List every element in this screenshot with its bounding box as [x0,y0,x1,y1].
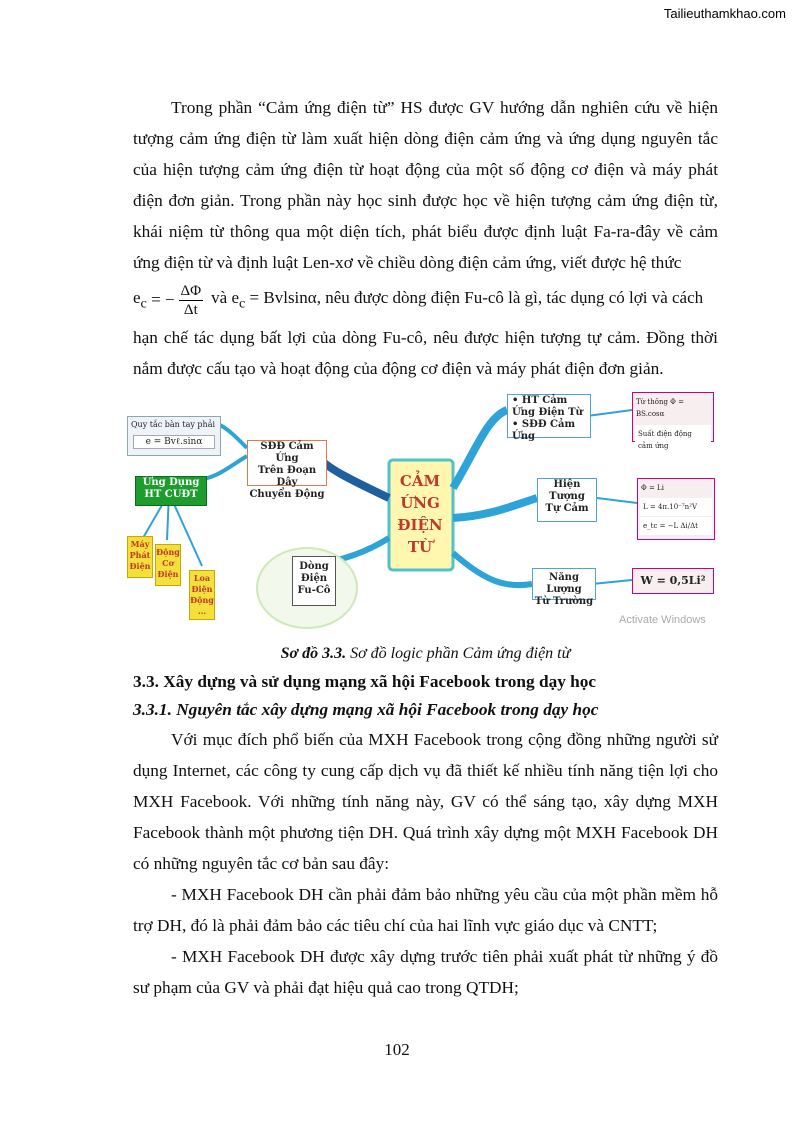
fuco-node: Dòng Điện Fu-Cô [292,556,336,606]
formula-eq: = − [151,290,175,309]
paragraph-intro-end: hạn chế tác dụng bất lợi của dòng Fu-cô, nêu được hiện tượng tự cảm. Đồng thời nắm được cấu tạo và hoạt động của động cơ điện và máy phát điện đơn giản. [133,328,718,378]
loa-node: Loa Điện Động ... [189,570,215,620]
page-number: 102 [384,1040,410,1059]
mindmap-diagram [127,388,727,638]
sdd-chuyen-dong-node: SĐĐ Cảm Ứng Trên Đoạn Dây Chuyển Động [247,440,327,486]
figure-caption: Sơ đồ 3.3. Sơ đồ logic phần Cảm ứng điện từ [280,645,571,662]
ung-dung-node: Ứng Dụng HT CUĐT [135,476,207,506]
energy-node: W = 0,5Li² [632,568,714,594]
tu-cam-node: Hiện Tượng Tự Cảm [537,478,597,522]
may-phat-node: Máy Phát Điện [127,536,153,578]
paragraph-facebook: Với mục đích phổ biến của MXH Facebook trong cộng đồng những người sử dụng Internet, các công ty cung cấp dịch vụ đã thiết kế nhiều tính năng tiện lợi cho MXH Facebook. Với những tính năng này, GV có thể sáng tạo, xây dựng MXH Facebook thành một phương tiện DH. Quá trình xây dựng một MXH Facebook DH có những nguyên tắc cơ bản sau đây: [133,730,718,873]
dong-co-node: Động Cơ Điện [155,544,181,586]
formula-numerator: ΔΦ [180,282,202,299]
tu-cam-formulas-node: Φ = Li L = 4π.10⁻⁷n²V e_tc = −L Δi/Δt [637,478,715,540]
branch-right [453,498,537,518]
bullet-1: - MXH Facebook DH cần phải đảm bảo những yêu cầu của một phần mềm hỗ trợ DH, đó là phải đảm bảo các tiêu chí của hai lĩnh vực giáo dục và CNTT; [133,885,718,935]
branch-top-right [453,410,507,488]
formula-lhs: $e_c$ [133,287,147,312]
page-content [129,92,718,1003]
paragraph-intro: Trong phần “Cảm ứng điện từ” HS được GV hướng dẫn nghiên cứu về hiện tượng cảm ứng điện từ làm xuất hiện dòng điện cảm ứng và ứng dụng nguyên tắc của hiện tượng cảm ứng điện từ hoạt động của một số động cơ điện và máy phát điện đơn giản. Trong phần này học sinh được học về hiện tượng cảm ứng điện từ, khái niệm từ thông qua một diện tích, phát biểu được định luật Fa-ra-đây về cảm ứng điện từ và định luật Len-xơ về chiều dòng điện cảm ứng, viết được hệ thức [133,98,718,272]
bullet-2: - MXH Facebook DH được xây dựng trước tiên phải xuất phát từ những ý đồ sư phạm của GV và phải đạt hiệu quả cao trong QTDH; [133,947,718,997]
formula-rest: và $e_c = Bvlsin\alpha$, nêu được dòng điện Fu-cô là gì, tác dụng có lợi và cách [211,287,704,312]
rule-node: Quy tắc bàn tay phải e = Bvℓ.sinα [127,416,221,456]
branch-bottom-right [453,553,532,585]
branch-left [317,456,389,498]
tu-thong-node: Từ thông Φ = BS.cosα Suất điện động cảm ứng [632,392,714,442]
watermark: Tailieuthamkhao.com [663,6,786,21]
ht-cam-ung-node: • HT Cảm Ứng Điện Từ • SĐĐ Cảm Ứng [507,394,591,438]
heading-3-3: 3.3. Xây dựng và sử dụng mạng xã hội Facebook trong dạy học [133,672,597,691]
formula-fraction [179,282,204,319]
nang-luong-node: Năng Lượng Từ Trường [532,568,596,600]
formula-line [133,278,718,322]
center-node: CẢM ỨNG ĐIỆN TỪ [397,472,443,556]
activate-windows-text: Activate Windows [619,614,706,626]
formula-denominator: Δt [183,301,198,318]
heading-3-3-1: 3.3.1. Nguyên tắc xây dựng mạng xã hội Facebook trong dạy học [133,700,599,719]
